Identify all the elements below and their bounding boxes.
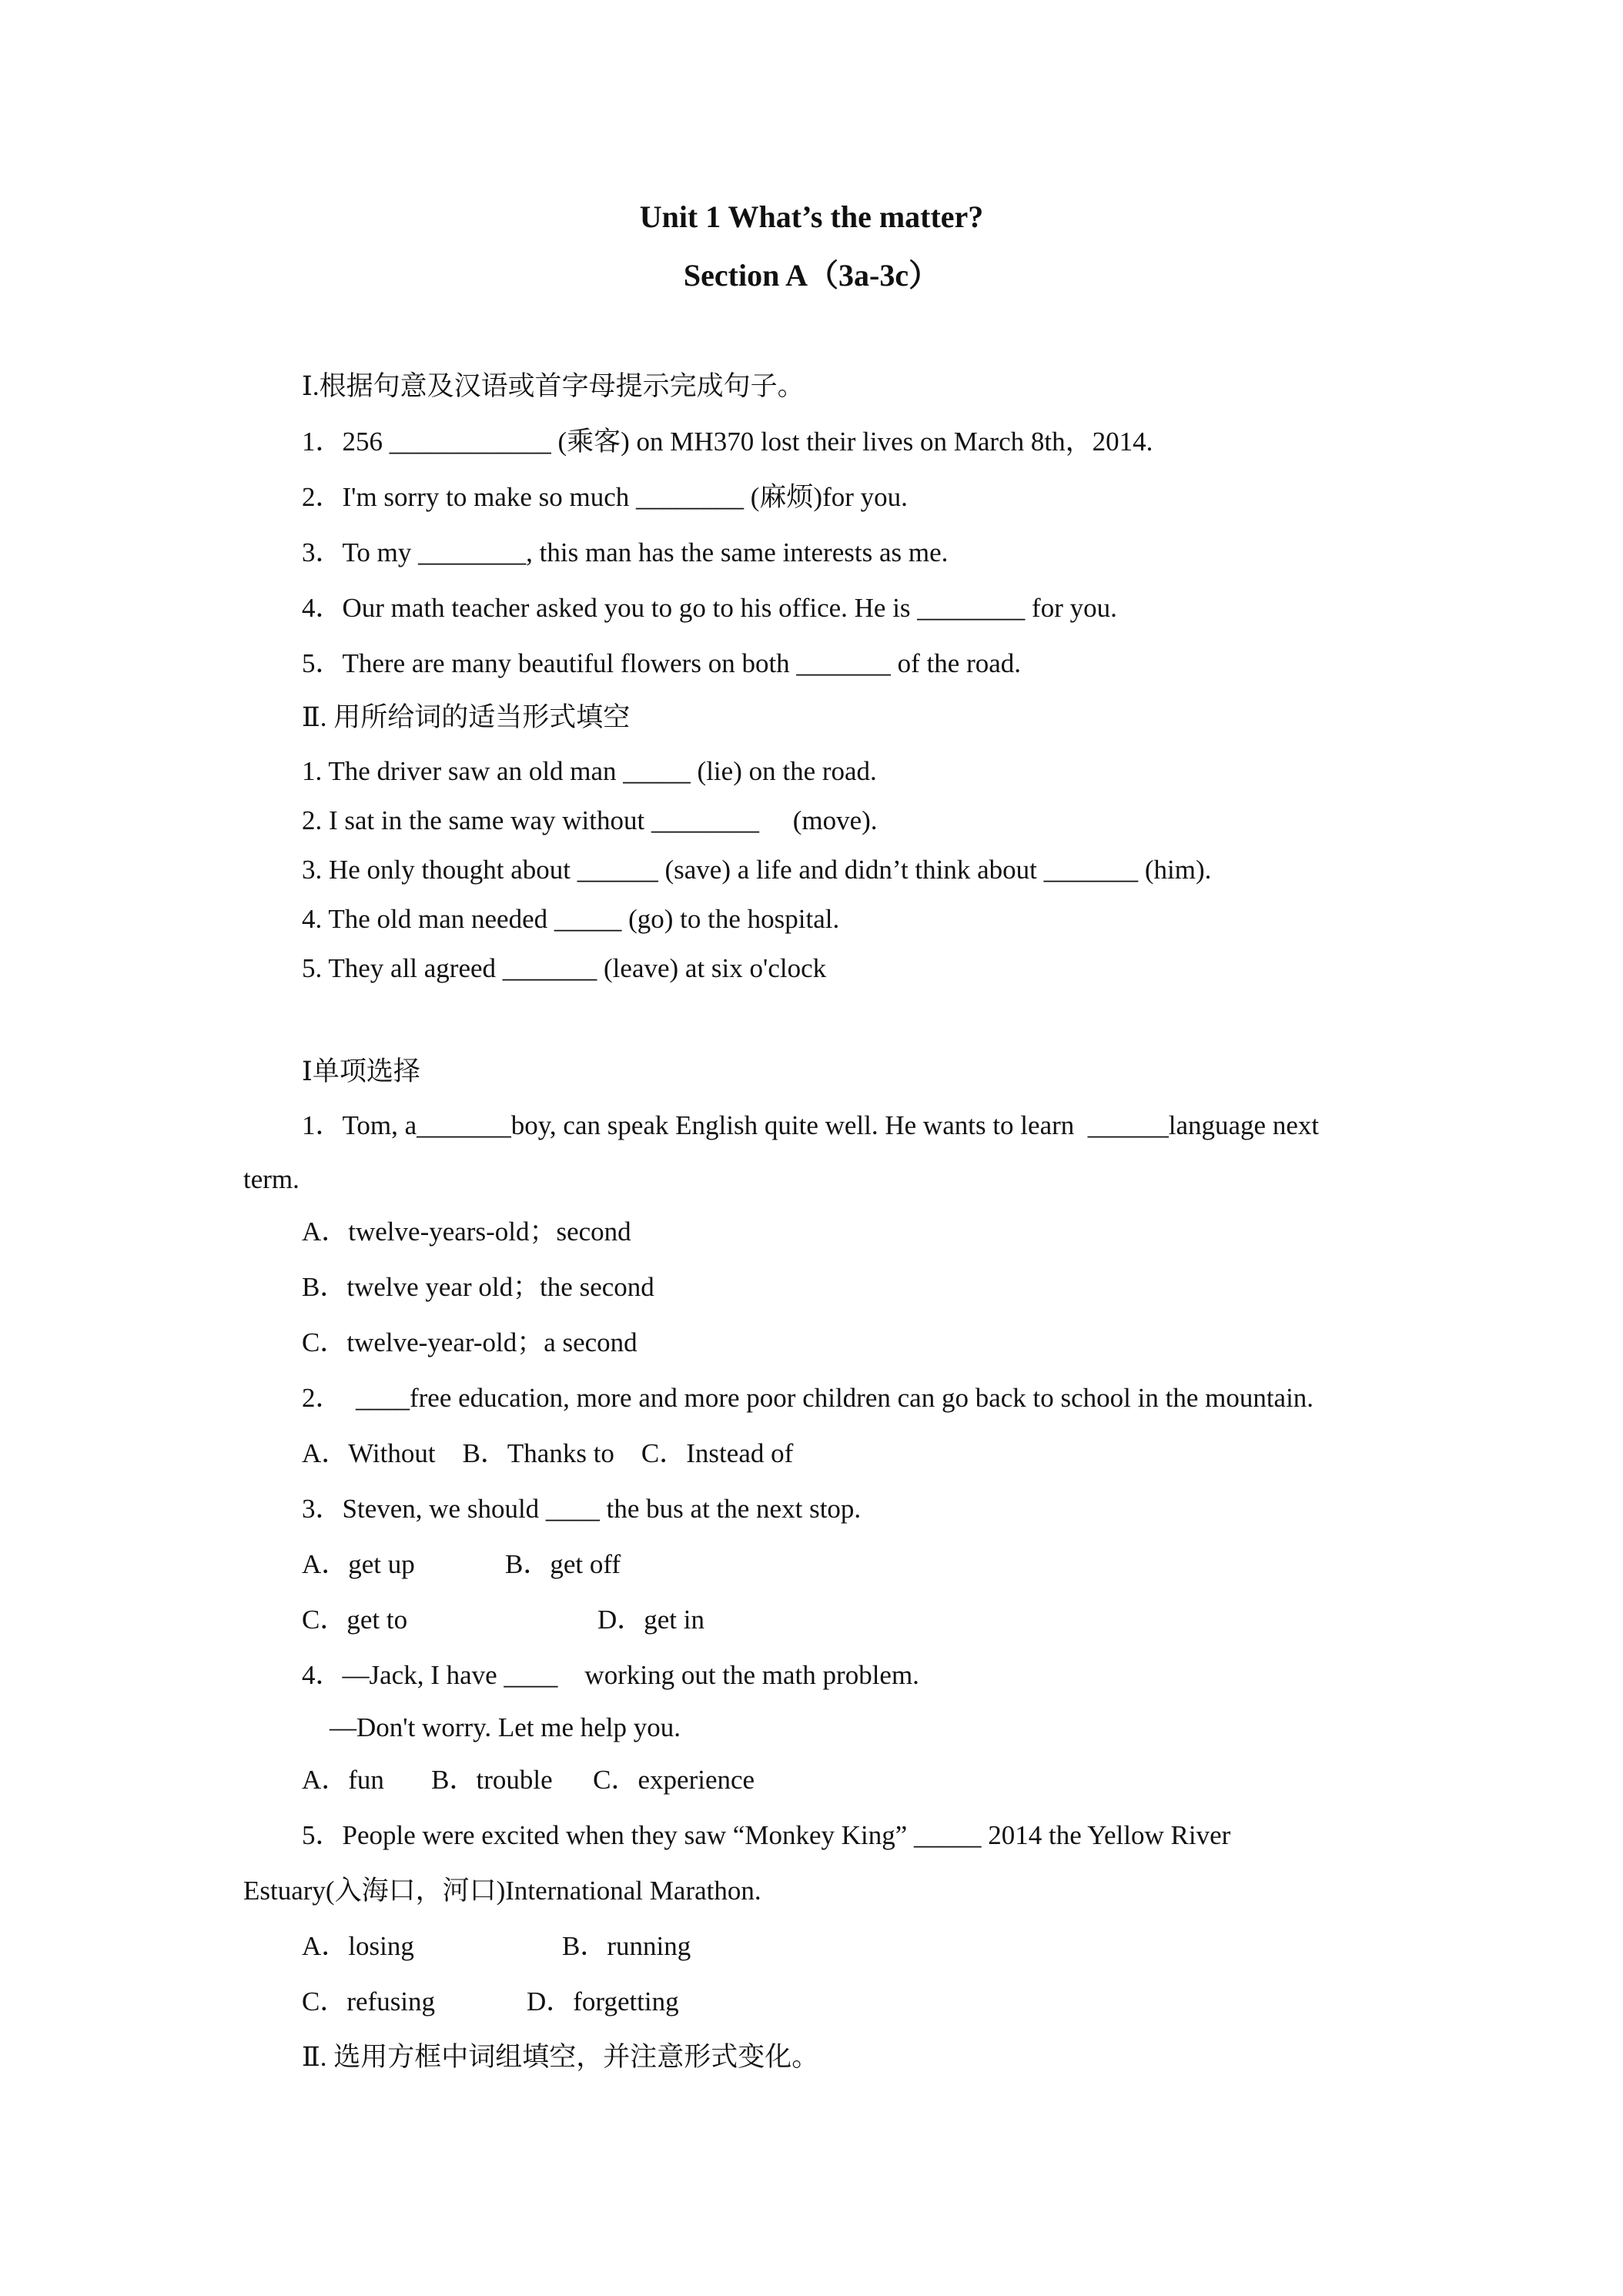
part1-item-2: 2．I'm sorry to make so much ________ (麻烦)for you. <box>302 482 908 512</box>
question-5-line-1: 5．People were excited when they saw “Monkey King” _____ 2014 the Yellow River <box>302 1820 1231 1850</box>
part2-item-1: 1. The driver saw an old man _____ (lie) on the road. <box>302 756 877 786</box>
part4-heading: Ⅱ. 选用方框中词组填空，并注意形式变化。 <box>302 2042 819 2072</box>
question-1-option-a: A．twelve-years-old；second <box>302 1217 631 1247</box>
part1-item-4: 4．Our math teacher asked you to go to his office. He is ________ for you. <box>302 593 1117 623</box>
question-4-options: A．fun B．trouble C．experience <box>302 1765 755 1795</box>
part2-item-5: 5. They all agreed _______ (leave) at six o'clock <box>302 953 827 983</box>
question-1-line-2: term. <box>243 1164 300 1194</box>
question-3-option-a: A．get up <box>302 1549 415 1579</box>
part2-item-4: 4. The old man needed _____ (go) to the hospital. <box>302 904 840 934</box>
question-5-option-c: C．refusing <box>302 1986 436 2017</box>
section-subtitle: Section A（3a-3c） <box>683 258 940 293</box>
part1-item-5: 5．There are many beautiful flowers on both _______ of the road. <box>302 648 1022 678</box>
question-1-line-1: 1．Tom, a_______boy, can speak English quite well. He wants to learn ______language next <box>302 1110 1320 1140</box>
question-5-line-2: Estuary(入海口，河口)International Marathon. <box>243 1876 761 1906</box>
question-4-line-2: —Don't worry. Let me help you. <box>330 1712 681 1742</box>
part1-heading: Ⅰ.根据句意及汉语或首字母提示完成句子。 <box>302 371 805 401</box>
question-1-option-c: C．twelve-year-old；a second <box>302 1327 637 1357</box>
part2-heading: Ⅱ. 用所给词的适当形式填空 <box>302 702 631 732</box>
part1-item-1: 1．256 ____________ (乘客) on MH370 lost their lives on March 8th，2014. <box>302 427 1153 457</box>
question-2: 2． ____free education, more and more poor children can go back to school in the mountain. <box>302 1383 1314 1413</box>
part2-item-3: 3. He only thought about ______ (save) a life and didn’t think about _______ (him). <box>302 855 1212 885</box>
question-5-option-d: D．forgetting <box>527 1986 679 2017</box>
page-title: Unit 1 What’s the matter? <box>639 199 984 234</box>
question-5-option-b: B．running <box>562 1931 691 1961</box>
question-4-line-1: 4．—Jack, I have ____ working out the math problem. <box>302 1660 919 1690</box>
part1-item-3: 3．To my ________, this man has the same interests as me. <box>302 537 949 567</box>
question-5-option-a: A．losing <box>302 1931 414 1961</box>
question-2-options: A．Without B．Thanks to C．Instead of <box>302 1438 794 1468</box>
part2-item-2: 2. I sat in the same way without ________ (move). <box>302 805 878 835</box>
question-3-option-d: D．get in <box>597 1605 705 1635</box>
question-3-option-c: C．get to <box>302 1605 408 1635</box>
part3-heading: Ⅰ单项选择 <box>302 1056 420 1086</box>
question-1-option-b: B．twelve year old；the second <box>302 1272 654 1302</box>
question-3-option-b: B．get off <box>505 1549 621 1579</box>
question-3: 3．Steven, we should ____ the bus at the next stop. <box>302 1494 862 1524</box>
